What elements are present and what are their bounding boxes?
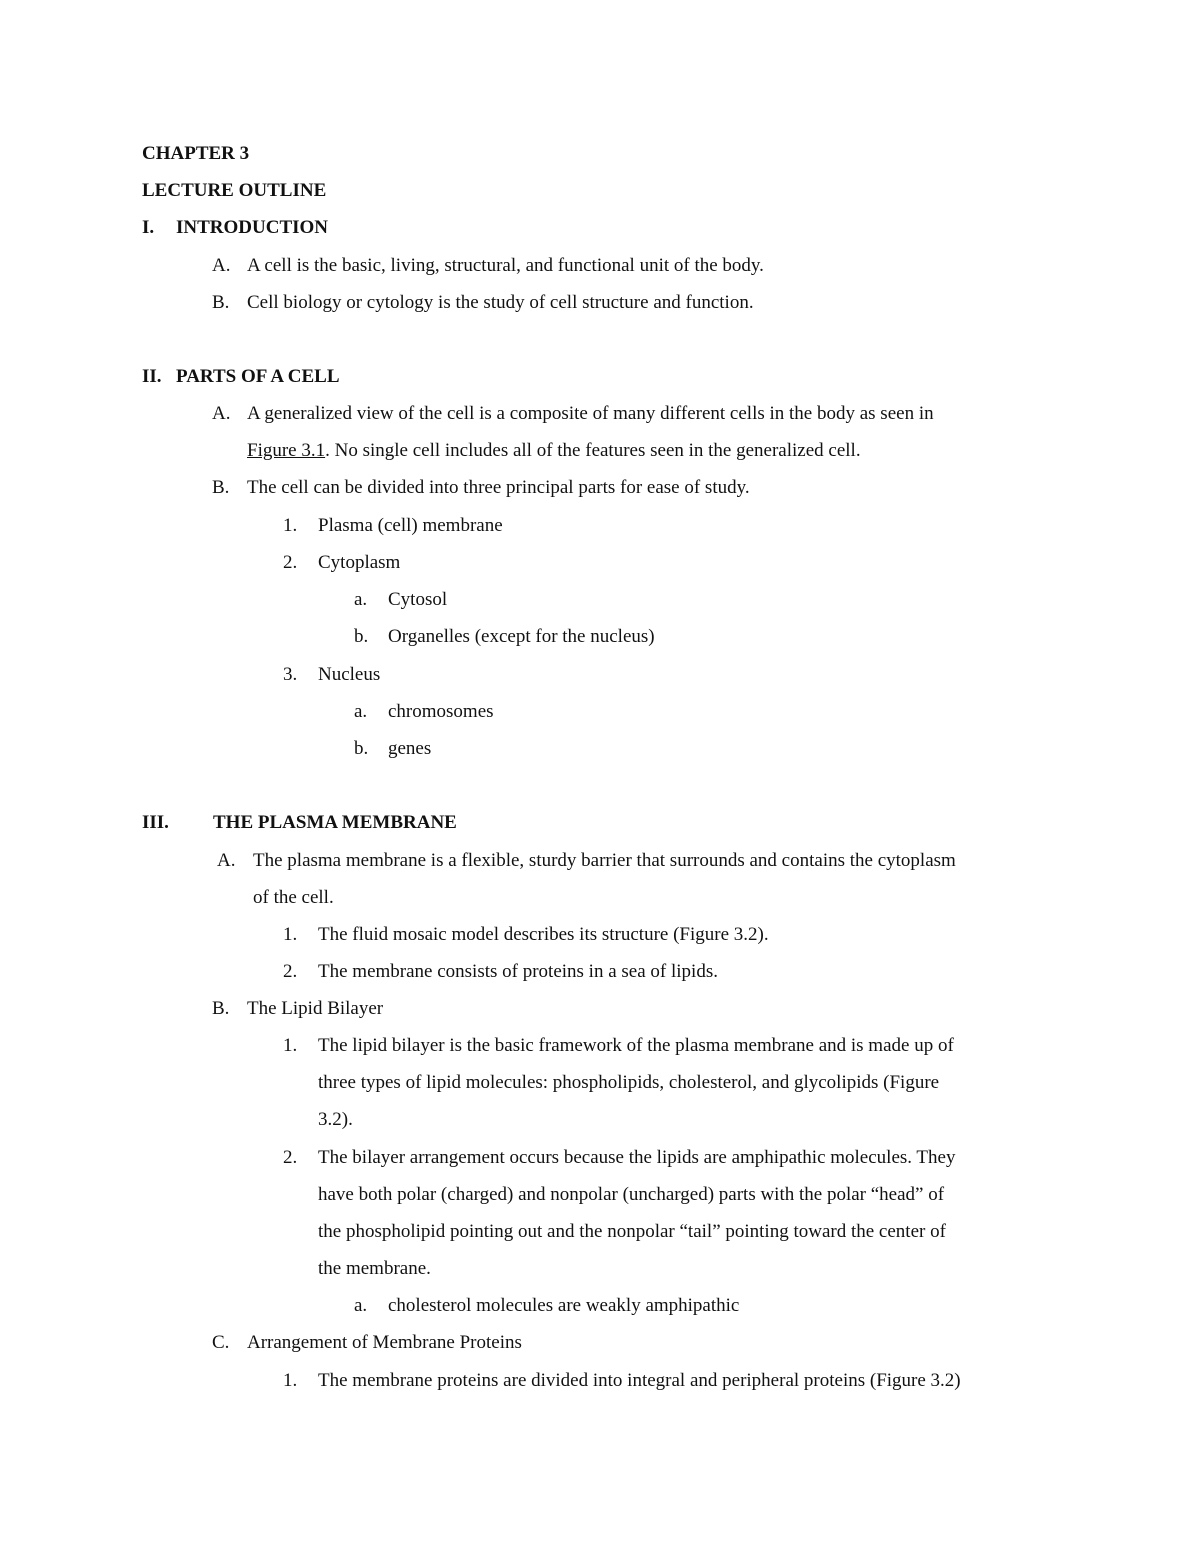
section-1-title: INTRODUCTION (176, 217, 329, 238)
list-marker: b. (354, 626, 369, 647)
list-item-text: Organelles (except for the nucleus) (388, 626, 655, 647)
list-item-text: Nucleus (318, 664, 381, 685)
list-marker: 2. (283, 1147, 298, 1168)
list-marker: a. (354, 589, 368, 610)
list-marker: 1. (283, 515, 298, 536)
list-item-text: The lipid bilayer is the basic framework of the plasma membrane and is made up of (318, 1035, 954, 1056)
list-item-text-continued: the membrane. (318, 1258, 431, 1279)
list-marker: A. (212, 403, 231, 424)
section-2-title: PARTS OF A CELL (176, 366, 340, 387)
list-item-text: The fluid mosaic model describes its structure (Figure 3.2). (318, 924, 769, 945)
section-3-number: III. (142, 812, 169, 833)
list-marker: C. (212, 1332, 230, 1353)
list-item-text-continued (247, 439, 861, 463)
list-marker: A. (212, 255, 231, 276)
chapter-heading: CHAPTER 3 (142, 143, 250, 164)
list-item-text: Cytoplasm (318, 552, 401, 573)
list-item-text: The plasma membrane is a flexible, sturdy barrier that surrounds and contains the cytoplasm (253, 850, 956, 871)
list-marker: 1. (283, 924, 298, 945)
list-item-text: The membrane consists of proteins in a sea of lipids. (318, 961, 718, 982)
list-item-text: The Lipid Bilayer (247, 998, 384, 1019)
list-item-text: The bilayer arrangement occurs because the lipids are amphipathic molecules. They (318, 1147, 956, 1168)
list-item-text: A cell is the basic, living, structural, and functional unit of the body. (247, 255, 764, 276)
list-item-text-continued: three types of lipid molecules: phospholipids, cholesterol, and glycolipids (Figure (318, 1072, 940, 1093)
lecture-outline-heading: LECTURE OUTLINE (142, 180, 327, 201)
section-3-title: THE PLASMA MEMBRANE (213, 812, 457, 833)
list-item-text: The membrane proteins are divided into integral and peripheral proteins (Figure 3.2) (318, 1370, 961, 1391)
list-item-text: genes (388, 738, 432, 759)
list-marker: 1. (283, 1370, 298, 1391)
list-item-text: cholesterol molecules are weakly amphipathic (388, 1295, 740, 1316)
list-marker: B. (212, 292, 230, 313)
list-item-text: chromosomes (388, 701, 494, 722)
list-item-text: Cytosol (388, 589, 448, 610)
list-marker: A. (217, 850, 236, 871)
list-marker: 2. (283, 961, 298, 982)
list-marker: b. (354, 738, 369, 759)
list-marker: a. (354, 701, 368, 722)
figure-3-1-link[interactable]: Figure 3.1 (247, 440, 326, 461)
list-marker: B. (212, 477, 230, 498)
list-marker: 3. (283, 664, 298, 685)
section-1-number: I. (142, 217, 155, 238)
list-marker: 2. (283, 552, 298, 573)
list-item-text-continued: the phospholipid pointing out and the nonpolar “tail” pointing toward the center of (318, 1221, 946, 1242)
list-item-text: . No single cell includes all of the features seen in the generalized cell. (325, 440, 861, 461)
list-item-text-continued: 3.2). (318, 1109, 353, 1130)
list-item-text: A generalized view of the cell is a composite of many different cells in the body as seen in (247, 403, 934, 424)
list-marker: 1. (283, 1035, 298, 1056)
list-item-text-continued: of the cell. (253, 887, 334, 908)
list-item-text: Plasma (cell) membrane (318, 515, 503, 536)
list-item-text: Cell biology or cytology is the study of cell structure and function. (247, 292, 754, 313)
list-item-text: The cell can be divided into three principal parts for ease of study. (247, 477, 750, 498)
section-2-number: II. (142, 366, 162, 387)
list-item-text: Arrangement of Membrane Proteins (247, 1332, 522, 1353)
list-item-text-continued: have both polar (charged) and nonpolar (uncharged) parts with the polar “head” of (318, 1184, 945, 1205)
list-marker: B. (212, 998, 230, 1019)
list-marker: a. (354, 1295, 368, 1316)
